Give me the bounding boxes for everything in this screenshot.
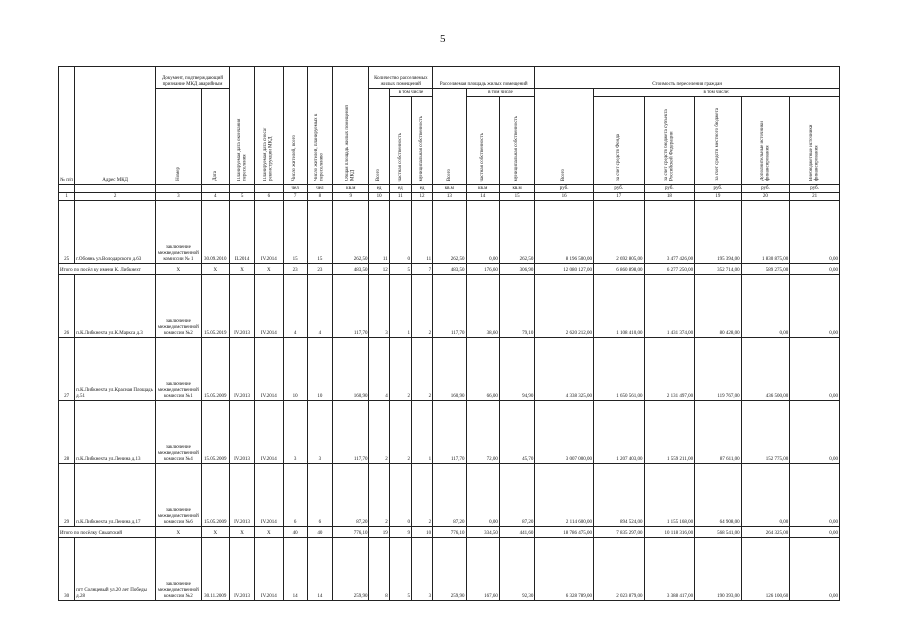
header-area-private: частная собственность [466, 97, 499, 185]
header-doc-number: Номер [156, 89, 202, 185]
header-count-incl: в том числе [389, 89, 432, 97]
total-row: Итого по посёл ку имени К. Либкнехт X X X X 23 23 483,50 12 5 7 483,50 176,60 306,90 12 080 127,00 6 860 898,00 6 277 250,00 352 714,00 589 275,00 0,00 [59, 264, 840, 275]
header-count-group: Количество расселяемых жилых помещений [369, 67, 433, 89]
header-planned-demolish: Планируемая дата сноса/ реконструкции МКД [255, 67, 283, 185]
header-cost-incl: в том числе: [593, 89, 839, 97]
header-cost-total: Всего [535, 89, 594, 185]
header-doc-date: Дата [201, 89, 229, 185]
header-area-total: Общая площадь жилых помещений МКД [333, 67, 369, 185]
page-number: 5 [440, 33, 446, 45]
header-no: № п/п [59, 67, 75, 185]
header-residents-planned: Число жителей, планируемых к переселению [307, 67, 332, 185]
resettlement-table [58, 66, 840, 601]
header-count-municipal: муниципальная собственность [411, 97, 432, 185]
header-cost-offbudget: Внебюджетные источники финансирования [790, 97, 840, 185]
header-area-sub-total: Всего [433, 89, 466, 185]
table-row: 25 г.Обоянь ул.Володарского д.63 заключение межведомственной комиссии № 1 30.09.2010 II.2014 IV.2014 15 15 262,50 11 0 11 262,50 0,00 262,50 8 196 500,00 2 692 805,00 3 477 426,00 195 394,00 1 830 875,00 0,00 [59, 201, 840, 264]
header-cost-region: за счет средств бюджета субъекта Российской Федерации [644, 97, 695, 185]
units-row: чел чел кв.м ед ед ед кв.м кв.м кв.м руб. руб. руб. руб. руб. руб. [59, 185, 840, 193]
header-area-incl: в том числе [466, 89, 535, 97]
column-numbers-row: 1 2 3 4 5 6 7 8 9 10 11 12 13 14 15 16 17 18 19 20 21 [59, 193, 840, 201]
total-row: Итого по посёлку Свыатский X X X X 40 40 776,10 19 9 10 776,10 334,50 441,60 18 786 475,00 7 835 297,00 10 118 316,00 568 541,00 264 325,00 0,00 [59, 527, 840, 538]
table-row: 30 пгт Солнцевый ул.20 лет Победы д.28 заключение межведомственной комиссии №2 30.11.2009 IV.2013 IV.2014 14 14 259,90 8 5 3 259,90 167,60 92,30 6 328 789,00 2 023 879,00 3 388 417,00 190 393,00 126 100,60 0,00 [59, 538, 840, 601]
header-address: Адрес МКД [75, 67, 156, 185]
header-area-municipal: муниципальная собственность [499, 97, 534, 185]
header-cost-extra: Дополнительные источники финансирования [741, 97, 790, 185]
header-cost-local: за счет средств местного бюджета [695, 97, 742, 185]
table-row: 29 п.К.Либкнехта ул.Ленина д.17 заключение межведомственной комиссии №6 15.05.2009 IV.2013 IV.2014 6 6 87,20 2 0 2 87,20 0,00 87,20 2 114 600,00 894 524,00 1 155 168,00 64 908,00 0,00 0,00 [59, 464, 840, 527]
header-planned-end: Планируемая дата окончания переселения [229, 67, 254, 185]
header-residents-total: Число жителей, всего [283, 67, 307, 185]
header-cost-fund: за счет средств Фонда [593, 97, 644, 185]
header-count-total: Всего [369, 89, 389, 185]
header-cost-group: Стоимость переселения граждан [535, 67, 840, 89]
header-area-group: Расселяемая площадь жилых помещений [433, 67, 535, 89]
table-row: 26 п.К.Либкнехта ул.К.Маркса д.3 заключение межведомственной комиссии №2 15.05.2019 IV.2013 IV.2014 4 4 117,70 3 1 2 117,70 38,60 79,10 2 620 212,00 1 108 410,00 1 431 374,00 80 428,00 0,00 0,00 [59, 275, 840, 338]
table-row: 27 п.К.Либкнехта ул.Красная Площадь д.51 заключение межведомственной комиссии №1 15.05.2009 IV.2013 IV.2014 10 10 160,90 4 2 2 160,90 66,00 94,90 4 338 325,00 1 650 561,00 2 131 497,00 119 767,00 436 500,00 0,00 [59, 338, 840, 401]
header-count-private: частная собственность [389, 97, 411, 185]
header-doc-group: Документ, подтверждающий признание МКД аварийным [156, 67, 230, 89]
table-row: 28 п.К.Либкнехта ул.Ленина д.13 заключение межведомственной комиссии №4 15.05.2009 IV.2013 IV.2014 3 3 117,70 2 2 1 117,70 72,00 45,70 3 007 000,00 1 207 403,00 1 559 211,00 87 611,00 152 775,00 0,00 [59, 401, 840, 464]
